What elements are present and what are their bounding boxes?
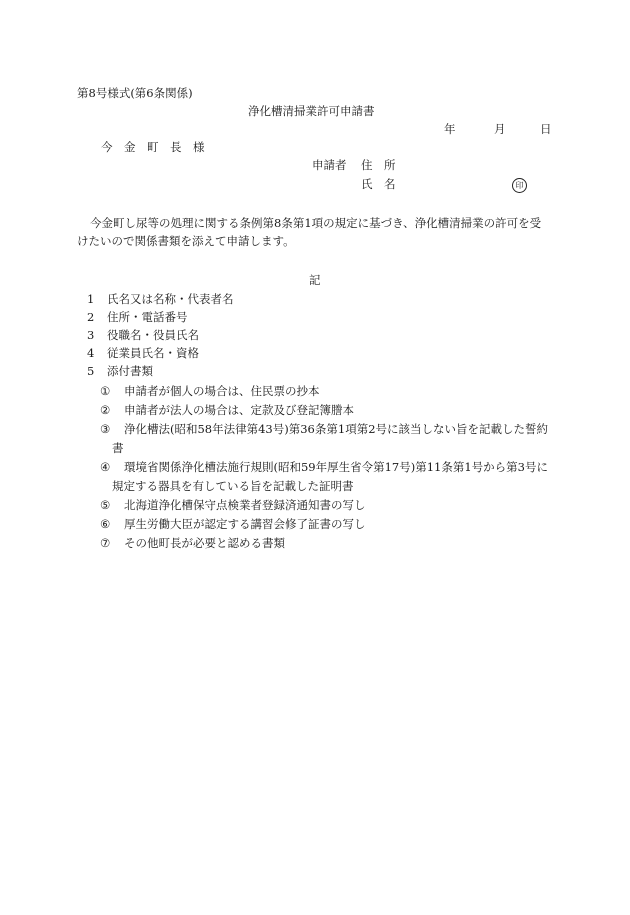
attachment-item (100, 462, 548, 474)
attachment-item (100, 538, 285, 550)
attachment-text: その他町長が必要と認める書類 (124, 536, 285, 550)
list-item (87, 366, 153, 378)
attachment-continuation (112, 443, 124, 455)
item-number: 1 (87, 292, 95, 306)
item-number: 4 (87, 346, 95, 360)
list-item (87, 348, 199, 360)
item-text: 添付書類 (107, 364, 153, 378)
attachment-text: 浄化槽法(昭和58年法律第43号)第36条第1項第2号に該当しない旨を記載した誓約 (124, 422, 549, 436)
applicant-address-label: 住 所 (361, 158, 396, 172)
attachment-item (100, 519, 366, 531)
date-day: 日 (540, 122, 552, 136)
attachment-text: 申請者が個人の場合は、住民票の抄本 (124, 384, 320, 398)
applicant-label: 申請者 (312, 158, 347, 172)
attachment-item (100, 386, 320, 398)
date-month: 月 (494, 122, 506, 136)
ki-heading: 記 (309, 273, 321, 287)
attachment-item (100, 500, 366, 512)
item-number: 5 (87, 364, 95, 378)
list-item (87, 330, 199, 342)
addressee: 今 金 町 長 様 (101, 140, 205, 154)
attachment-item (100, 405, 354, 417)
body-line-2: けたいので関係書類を添えて申請します。 (77, 234, 295, 248)
item-text: 従業員氏名・資格 (107, 346, 199, 360)
attachment-mark: ① (100, 384, 111, 398)
item-text: 役職名・役員氏名 (107, 328, 199, 342)
attachment-text: 環境省関係浄化槽法施行規則(昭和59年厚生省令第17号)第11条第1号から第3号に (124, 460, 549, 474)
document-title: 浄化槽清掃業許可申請書 (248, 104, 375, 118)
attachment-continuation (112, 481, 354, 493)
attachment-text: 規定する器具を有している旨を記載した証明書 (112, 479, 354, 493)
item-text: 住所・電話番号 (107, 310, 188, 324)
body-line-1: 今金町し尿等の処理に関する条例第8条第1項の規定に基づき、浄化槽清掃業の許可を受 (90, 216, 542, 230)
attachment-mark: ③ (100, 422, 111, 436)
attachment-text: 書 (112, 441, 124, 455)
attachment-text: 北海道浄化槽保守点検業者登録済通知書の写し (124, 498, 366, 512)
attachment-mark: ④ (100, 460, 111, 474)
item-number: 3 (87, 328, 95, 342)
item-text: 氏名又は名称・代表者名 (107, 292, 234, 306)
applicant-name-label: 氏 名 (361, 177, 396, 191)
list-item (87, 294, 234, 306)
form-label: 第8号様式(第6条関係) (77, 86, 193, 100)
attachment-text: 申請者が法人の場合は、定款及び登記簿謄本 (124, 403, 354, 417)
attachment-mark: ⑦ (100, 536, 111, 550)
attachment-text: 厚生労働大臣が認定する講習会修了証書の写し (124, 517, 366, 531)
item-number: 2 (87, 310, 95, 324)
date-year: 年 (444, 122, 456, 136)
attachment-mark: ⑤ (100, 498, 111, 512)
attachment-mark: ② (100, 403, 111, 417)
seal-mark: 印 (512, 178, 527, 193)
attachment-item (100, 424, 548, 436)
list-item (87, 312, 188, 324)
attachment-mark: ⑥ (100, 517, 111, 531)
